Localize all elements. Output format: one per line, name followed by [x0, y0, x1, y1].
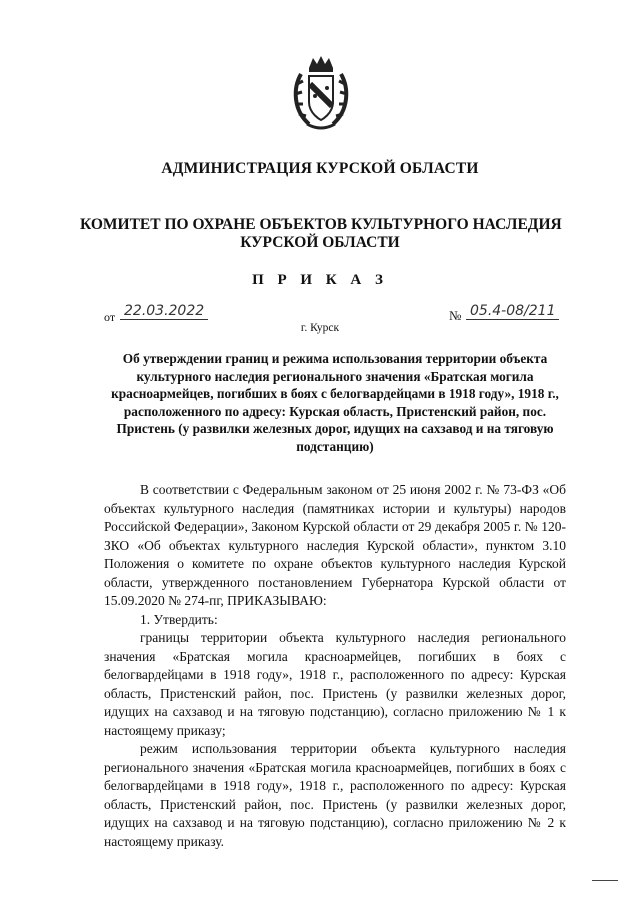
order-body: [104, 481, 566, 851]
committee-heading: [80, 216, 560, 252]
committee-heading-line1: КОМИТЕТ ПО ОХРАНЕ ОБЪЕКТОВ КУЛЬТУРНОГО НАСЛЕДИЯ: [80, 216, 562, 233]
city-label: г. Курск: [300, 322, 340, 334]
page-edge-mark: [592, 880, 618, 881]
document-type-heading: П Р И К А З: [252, 272, 388, 288]
intro-paragraph: В соответствии с Федеральным законом от 25 июня 2002 г. № 73-ФЗ «Об объектах культурного наследия (памятниках истории и культуры) народов Российской Федерации», Законом Курской области от 29 декабря 2005 г. № 120-ЗКО «Об объектах культурного наследия Курской области», пунктом 3.10 Положения о комитете по охране объектов культурного наследия Курской области, утвержденного постановлением Губернатора Курской области от 15.09.2020 № 274-пг, ПРИКАЗЫВАЮ:: [104, 482, 566, 608]
date-value: 22.03.2022: [120, 303, 208, 320]
item-1-heading: 1. Утвердить:: [140, 611, 218, 627]
coat-of-arms-icon: [291, 54, 351, 132]
administration-heading: АДМИНИСТРАЦИЯ КУРСКОЙ ОБЛАСТИ: [161, 160, 479, 177]
item-1-paragraph-a: границы территории объекта культурного наследия регионального значения «Братская могила красноармейцев, погибших в боях с белогвардейцами в 1918 году», 1918 г., расположенного по адресу: Курская область, Пристенский район, пос. Пристень (у развилки железных дорог, идущих на сахзавод и на тяговую подстанцию), согласно приложению № 1 к настоящему приказу;: [104, 630, 566, 738]
number-prefix: №: [449, 308, 462, 323]
order-title: Об утверждении границ и режима использования территории объекта культурного наследия регионального значения «Братская могила красноармейцев, погибших в боях с белогвардейцами в 1918 году», 1918 г., расположенного по адресу: Курская область, Пристенский район, пос. Пристень (у развилки железных дорог, идущих на сахзавод и на тяговую подстанцию): [111, 351, 559, 454]
number-value: 05.4-08/211: [466, 303, 559, 320]
item-1-paragraph-b: режим использования территории объекта культурного наследия регионального значения «Братская могила красноармейцев, погибших в боях с белогвардейцами в 1918 году», 1918 г., расположенного по адресу: Курская область, Пристенский район, пос. Пристень (у развилки железных дорог, идущих на сахзавод и на тяговую подстанцию), согласно приложению № 2 к настоящему приказу.: [104, 741, 566, 849]
date-prefix: от: [104, 310, 116, 324]
committee-heading-line2: КУРСКОЙ ОБЛАСТИ: [240, 234, 400, 251]
